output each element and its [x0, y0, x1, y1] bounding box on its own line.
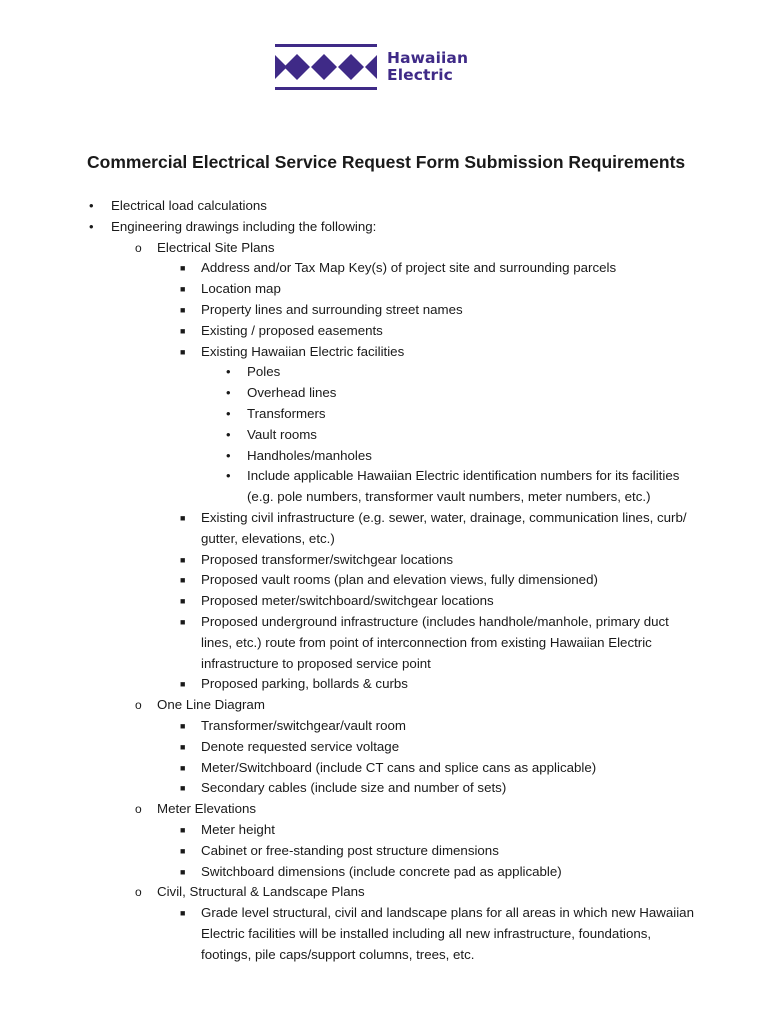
list-item-text: Meter height: [201, 822, 275, 837]
list-item-text: Meter Elevations: [157, 801, 257, 817]
logo-wordmark-line2: Electric: [387, 66, 453, 84]
list-item-text: Vault rooms: [247, 426, 317, 442]
list-item-text: Existing / proposed easements: [201, 322, 383, 338]
list-item-text: Cabinet or free-standing post structure dimensions: [201, 842, 499, 858]
list-item-text: One Line Diagram: [157, 697, 265, 713]
list-item-text: gutter, elevations, etc.): [201, 530, 335, 546]
bullet-square-icon: ■: [180, 783, 186, 794]
list-item-text: footings, pile caps/support columns, trees, etc.: [201, 946, 475, 962]
list-item-text: Overhead lines: [247, 385, 337, 401]
list-item-text: (e.g. pole numbers, transformer vault numbers, meter numbers, etc.): [247, 489, 651, 505]
list-item-text: Existing Hawaiian Electric facilities: [201, 343, 405, 359]
bullet-square-icon: ■: [180, 679, 186, 690]
bullet-disc-icon: •: [226, 406, 231, 421]
logo-wordmark-line1: Hawaiian: [387, 49, 469, 67]
bullet-square-icon: ■: [180, 825, 186, 835]
list-item-text: Location map: [201, 281, 281, 297]
list-item-text: Grade level structural, civil and landscape plans for all areas in which new Hawaiian: [201, 905, 694, 921]
list-item-text: Meter/Switchboard (include CT cans and splice cans as applicable): [201, 759, 597, 775]
list-item-text: Address and/or Tax Map Key(s) of project site and surrounding parcels: [201, 260, 617, 276]
list-item-text: Transformers: [247, 406, 326, 421]
bullet-disc-icon: •: [226, 385, 231, 401]
list-item-text: Existing civil infrastructure (e.g. sewer, water, drainage, communication lines, curb/: [201, 510, 687, 525]
bullet-disc-icon: •: [89, 198, 94, 213]
list-item-text: Proposed parking, bollards & curbs: [201, 676, 408, 692]
bullet-square-icon: ■: [180, 346, 186, 357]
list-item-text: Electrical load calculations: [111, 198, 267, 213]
bullet-square-icon: ■: [180, 596, 186, 607]
bullet-disc-icon: •: [226, 426, 231, 442]
list-item-text: Electric facilities will be installed including all new infrastructure, foundations,: [201, 926, 652, 941]
bullet-square-icon: ■: [180, 325, 186, 336]
bullet-circle-icon: o: [135, 698, 142, 713]
bullet-square-icon: ■: [180, 866, 186, 877]
bullet-square-icon: ■: [180, 741, 186, 752]
bullet-disc-icon: •: [226, 468, 231, 484]
bullet-square-icon: ■: [180, 305, 186, 315]
bullet-square-icon: ■: [180, 284, 186, 295]
list-item-text: Include applicable Hawaiian Electric identification numbers for its facilities: [247, 468, 680, 484]
list-item-text: Engineering drawings including the following:: [111, 218, 377, 234]
list-item-text: Denote requested service voltage: [201, 738, 400, 754]
list-item-text: Transformer/switchgear/vault room: [201, 718, 406, 733]
bullet-disc-icon: •: [226, 447, 231, 463]
list-item-text: Handholes/manholes: [247, 447, 372, 463]
list-item-text: Proposed meter/switchboard/switchgear locations: [201, 593, 494, 609]
list-item-text: infrastructure to proposed service point: [201, 655, 431, 671]
bullet-square-icon: ■: [180, 721, 186, 731]
bullet-square-icon: ■: [180, 617, 186, 627]
list-item-text: Secondary cables (include size and number of sets): [201, 780, 507, 796]
bullet-square-icon: ■: [180, 908, 186, 919]
list-item-text: Proposed underground infrastructure (includes handhole/manhole, primary duct: [201, 614, 669, 629]
page-title: Commercial Electrical Service Request Form Submission Requirements: [87, 152, 686, 172]
bullet-square-icon: ■: [180, 263, 186, 274]
list-item-text: Property lines and surrounding street names: [201, 302, 463, 317]
bullet-square-icon: ■: [180, 762, 186, 773]
bullet-disc-icon: •: [89, 218, 94, 234]
list-item-text: Proposed vault rooms (plan and elevation views, fully dimensioned): [201, 572, 598, 588]
bullet-square-icon: ■: [180, 554, 186, 565]
bullet-square-icon: ■: [180, 575, 186, 586]
list-item-text: Civil, Structural & Landscape Plans: [157, 884, 365, 900]
bullet-disc-icon: •: [226, 364, 231, 380]
list-item-text: Electrical Site Plans: [157, 239, 275, 255]
list-item-text: Proposed transformer/switchgear locations: [201, 551, 454, 567]
bullet-circle-icon: o: [135, 885, 142, 900]
bullet-circle-icon: o: [135, 240, 142, 255]
list-item-text: Switchboard dimensions (include concrete pad as applicable): [201, 863, 562, 879]
list-item-text: Poles: [247, 364, 281, 380]
list-item-text: lines, etc.) route from point of interconnection from existing Hawaiian Electric: [201, 634, 652, 650]
bullet-square-icon: ■: [180, 845, 186, 856]
bullet-square-icon: ■: [180, 513, 186, 523]
bullet-circle-icon: o: [135, 802, 142, 817]
